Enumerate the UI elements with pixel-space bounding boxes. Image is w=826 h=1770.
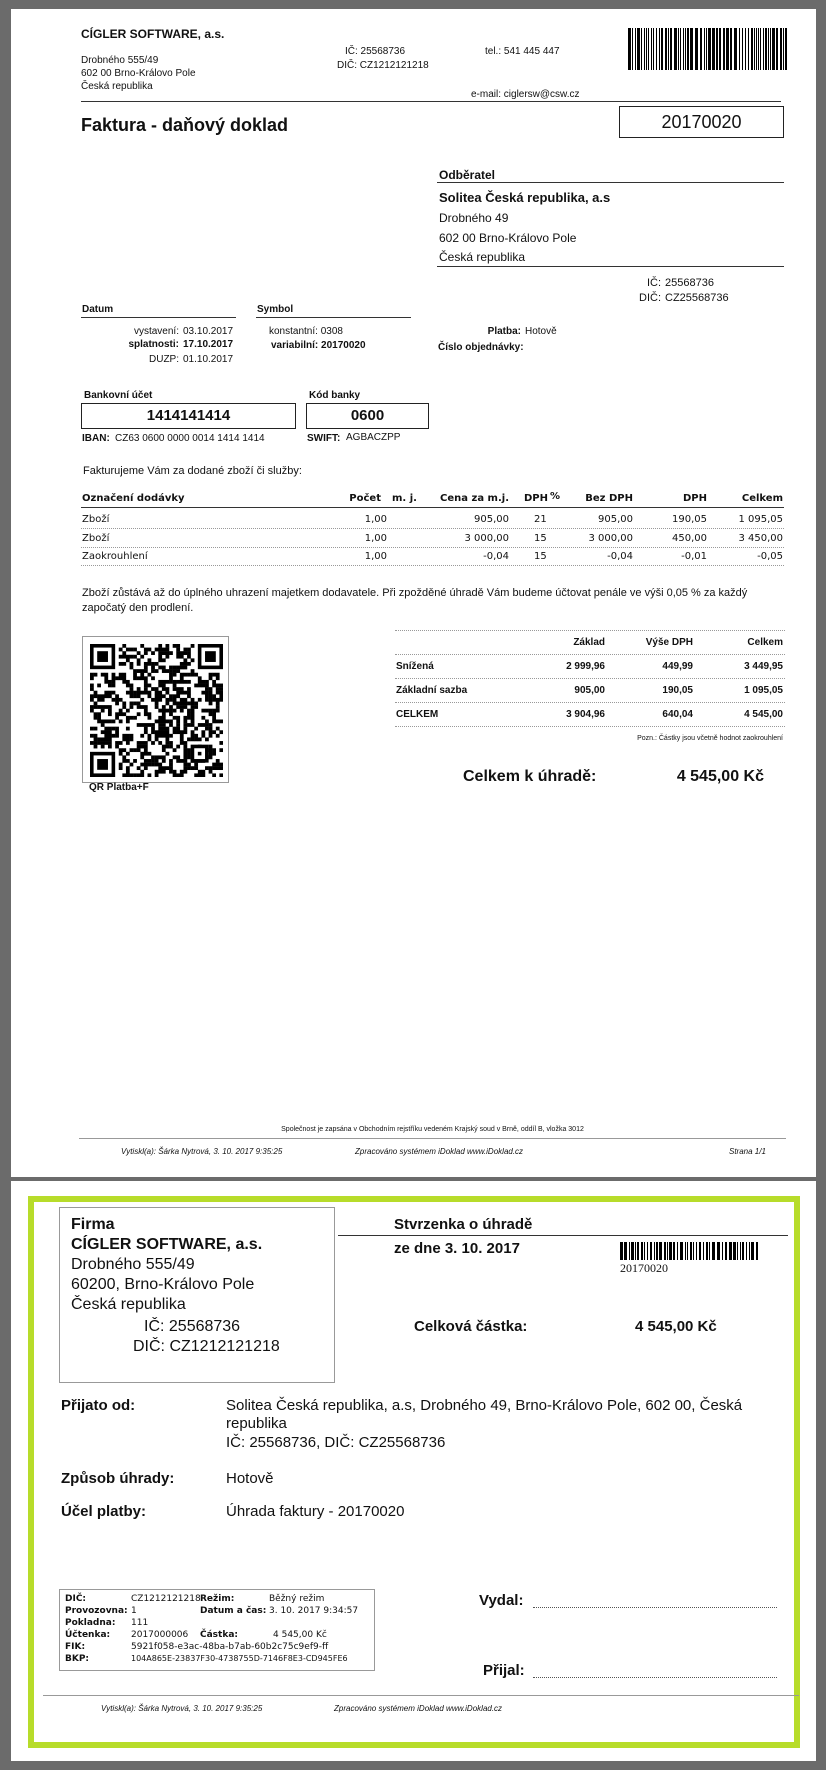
customer-city: 602 00 Brno-Královo Pole: [439, 231, 577, 245]
summary-vat: 190,05: [662, 685, 693, 696]
seller-email: e-mail: ciglersw@csw.cz: [471, 89, 580, 100]
item-qty: 1,00: [364, 533, 387, 544]
received-from-line3: IČ: 25568736, DIČ: CZ25568736: [226, 1434, 446, 1451]
payment-method: Hotově: [226, 1470, 274, 1487]
eet-amount-label: Částka:: [200, 1630, 238, 1640]
eet-shop-label: Provozovna:: [65, 1606, 128, 1616]
summary-total-header: Celkem: [747, 637, 783, 648]
customer-name: Solitea Česká republika, a.s: [439, 190, 611, 205]
firm-city: 60200, Brno-Královo Pole: [71, 1276, 255, 1293]
col-price-header: Cena za m.j.: [440, 493, 509, 504]
eet-shop: 1: [131, 1606, 137, 1616]
due-label: splatnosti:: [128, 339, 179, 350]
item-net: 905,00: [598, 514, 633, 525]
customer-ic-label: IČ:: [646, 277, 661, 289]
page-number: Strana 1/1: [729, 1147, 766, 1156]
firm-street: Drobného 555/49: [71, 1256, 195, 1273]
receipt-page: [11, 1181, 816, 1761]
col-net-header: Bez DPH: [585, 493, 633, 504]
summary-base: 3 904,96: [566, 709, 605, 720]
item-vat: 15: [534, 551, 547, 562]
eet-receipt-label: Účtenka:: [65, 1630, 111, 1640]
firm-country: Česká republika: [71, 1296, 186, 1313]
firm-name: CÍGLER SOFTWARE, a.s.: [71, 1236, 263, 1253]
summary-note: Pozn.: Částky jsou včetně hodnot zaokrouhlení: [637, 735, 783, 742]
firm-label: Firma: [71, 1216, 115, 1233]
seller-name: CÍGLER SOFTWARE, a.s.: [81, 27, 225, 41]
iban-label: IBAN:: [82, 433, 110, 444]
customer-dic-value: CZ25568736: [665, 292, 729, 304]
invoice-title: Faktura - daňový doklad: [81, 115, 289, 135]
item-qty: 1,00: [364, 514, 387, 525]
firm-ic: IČ: 25568736: [144, 1318, 241, 1335]
invoice-page: [11, 9, 816, 1177]
item-net: -0,04: [607, 551, 633, 562]
col-unit-header: m. j.: [392, 493, 417, 504]
symbol-heading: Symbol: [257, 304, 294, 315]
receipt-barcode: [620, 1242, 760, 1260]
eet-datetime-label: Datum a čas:: [200, 1606, 267, 1616]
eet-fik: 5921f058-e3ac-48ba-b7ab-60b2c75c9ef9-ff: [131, 1642, 329, 1652]
item-price: 3 000,00: [464, 533, 509, 544]
item-name: Zboží: [82, 514, 110, 525]
qr-code: [90, 644, 223, 777]
invoice-barcode: [628, 28, 788, 70]
printed-by: Vytiskl(a): Šárka Nytrová, 3. 10. 2017 9:35:25: [121, 1147, 283, 1156]
receipt-printed-by: Vytiskl(a): Šárka Nytrová, 3. 10. 2017 9:35:25: [101, 1704, 263, 1713]
payment-purpose: Úhrada faktury - 20170020: [226, 1503, 405, 1520]
customer-street: Drobného 49: [439, 211, 509, 225]
firm-dic: DIČ: CZ1212121218: [133, 1338, 280, 1355]
bank-account: 1414141414: [81, 403, 296, 429]
iban-value: CZ63 0600 0000 0014 1414 1414: [115, 433, 265, 444]
col-pct-header: %: [550, 491, 561, 502]
customer-heading: Odběratel: [439, 168, 496, 182]
to-pay-label: Celkem k úhradě:: [463, 768, 597, 785]
bank-code: 0600: [306, 403, 429, 429]
summary-base: 905,00: [574, 685, 605, 696]
qr-label: QR Platba+F: [89, 782, 149, 793]
col-vat-header: DPH: [524, 493, 548, 504]
eet-bkp-label: BKP:: [65, 1654, 90, 1664]
eet-mode: Běžný režim: [269, 1594, 325, 1604]
received-by-label: Přijal:: [483, 1662, 525, 1679]
total-amount: 4 545,00 Kč: [635, 1318, 717, 1335]
col-vatamt-header: DPH: [683, 493, 707, 504]
issued-by-label: Vydal:: [479, 1592, 524, 1609]
item-total: 1 095,05: [738, 514, 783, 525]
col-qty-header: Počet: [349, 493, 381, 504]
col-name-header: Označení dodávky: [82, 493, 185, 504]
received-from-line2: republika: [226, 1415, 287, 1432]
customer-ic-value: 25568736: [665, 277, 714, 289]
variable-symbol: variabilní: 20170020: [271, 340, 366, 351]
eet-fik-label: FIK:: [65, 1642, 86, 1652]
item-name: Zboží: [82, 533, 110, 544]
invoice-number: 20170020: [619, 106, 784, 138]
eet-amount: 4 545,00 Kč: [273, 1630, 327, 1640]
summary-base-header: Základ: [573, 637, 605, 648]
summary-label: Základní sazba: [396, 685, 468, 696]
swift-label: SWIFT:: [307, 433, 341, 444]
eet-receipt-number: 2017000006: [131, 1630, 189, 1640]
total-label: Celková částka:: [414, 1318, 528, 1335]
processed-by: Zpracováno systémem iDoklad www.iDoklad.cz: [355, 1147, 524, 1156]
seller-tel: tel.: 541 445 447: [485, 46, 560, 57]
receipt-date: ze dne 3. 10. 2017: [394, 1240, 520, 1257]
issued-label: vystavení:: [133, 326, 179, 337]
issued-date: 03.10.2017: [183, 326, 234, 337]
customer-dic-label: DIČ:: [639, 292, 661, 304]
summary-total: 1 095,05: [744, 685, 783, 696]
col-total-header: Celkem: [741, 493, 783, 504]
item-price: 905,00: [474, 514, 509, 525]
summary-total: 4 545,00: [744, 709, 783, 720]
dates-heading: Datum: [82, 304, 114, 315]
summary-base: 2 999,96: [566, 661, 605, 672]
summary-vat-header: Výše DPH: [645, 637, 693, 648]
summary-vat: 449,99: [662, 661, 693, 672]
customer-country: Česká republika: [439, 250, 526, 264]
item-vat: 15: [534, 533, 547, 544]
item-total: 3 450,00: [738, 533, 783, 544]
bank-code-label: Kód banky: [309, 390, 361, 401]
item-qty: 1,00: [364, 551, 387, 562]
item-price: -0,04: [483, 551, 509, 562]
intro-text: Fakturujeme Vám za dodané zboží či služby:: [83, 465, 302, 477]
summary-label: CELKEM: [396, 709, 439, 720]
due-date: 17.10.2017: [183, 339, 234, 350]
to-pay-amount: 4 545,00 Kč: [676, 768, 764, 785]
item-name: Zaokrouhlení: [82, 551, 148, 562]
summary-vat: 640,04: [662, 709, 693, 720]
item-net: 3 000,00: [588, 533, 633, 544]
seller-ic: IČ: 25568736: [345, 46, 406, 57]
received-from-label: Přijato od:: [61, 1397, 136, 1414]
seller-dic: DIČ: CZ1212121218: [337, 60, 429, 71]
receipt-barcode-number: 20170020: [620, 1261, 668, 1275]
eet-datetime: 3. 10. 2017 9:34:57: [269, 1606, 359, 1616]
duzp-label: DUZP:: [149, 354, 179, 365]
eet-register: 111: [131, 1618, 149, 1628]
swift-value: AGBACZPP: [346, 432, 401, 443]
qr-frame: [82, 636, 229, 783]
constant-symbol: konstantní: 0308: [269, 326, 343, 337]
seller-country: Česká republika: [81, 81, 153, 92]
eet-dic-label: DIČ:: [65, 1594, 87, 1604]
bank-account-label: Bankovní účet: [84, 390, 153, 401]
receipt-processed-by: Zpracováno systémem iDoklad www.iDoklad.cz: [334, 1704, 503, 1713]
payment-purpose-label: Účel platby:: [61, 1503, 147, 1520]
item-vat-amount: -0,01: [681, 551, 707, 562]
payment-method-label: Způsob úhrady:: [61, 1470, 175, 1487]
payment-label: Platba:: [487, 326, 521, 337]
item-vat-amount: 450,00: [672, 533, 707, 544]
registry-note: Společnost je zapsána v Obchodním rejstříku vedeném Krajský soud v Brně, oddíl B, vložka 3012: [281, 1126, 584, 1133]
receipt-title: Stvrzenka o úhradě: [394, 1216, 533, 1233]
summary-total: 3 449,95: [744, 661, 783, 672]
payment-value: Hotově: [525, 326, 557, 337]
eet-dic: CZ1212121218: [131, 1594, 201, 1604]
eet-bkp: 104A865E-23837F30-4738755D-7146F8E3-CD945FE6: [131, 1654, 348, 1663]
received-from-line1: Solitea Česká republika, a.s, Drobného 49, Brno-Královo Pole, 602 00, Česká: [226, 1397, 743, 1414]
eet-mode-label: Režim:: [200, 1594, 235, 1604]
order-number-label: Číslo objednávky:: [438, 342, 524, 353]
seller-city: 602 00 Brno-Královo Pole: [81, 68, 196, 79]
eet-register-label: Pokladna:: [65, 1618, 116, 1628]
summary-label: Snížená: [396, 661, 434, 672]
ownership-note: Zboží zůstává až do úplného uhrazení majetkem dodavatele. Při zpožděné úhradě Vám budeme účtovat penále ve výši 0,05 % za každý započatý den prodlení.: [82, 587, 748, 614]
item-total: -0,05: [757, 551, 783, 562]
seller-street: Drobného 555/49: [81, 55, 159, 66]
item-vat: 21: [534, 514, 547, 525]
duzp-date: 01.10.2017: [183, 354, 234, 365]
item-vat-amount: 190,05: [672, 514, 707, 525]
